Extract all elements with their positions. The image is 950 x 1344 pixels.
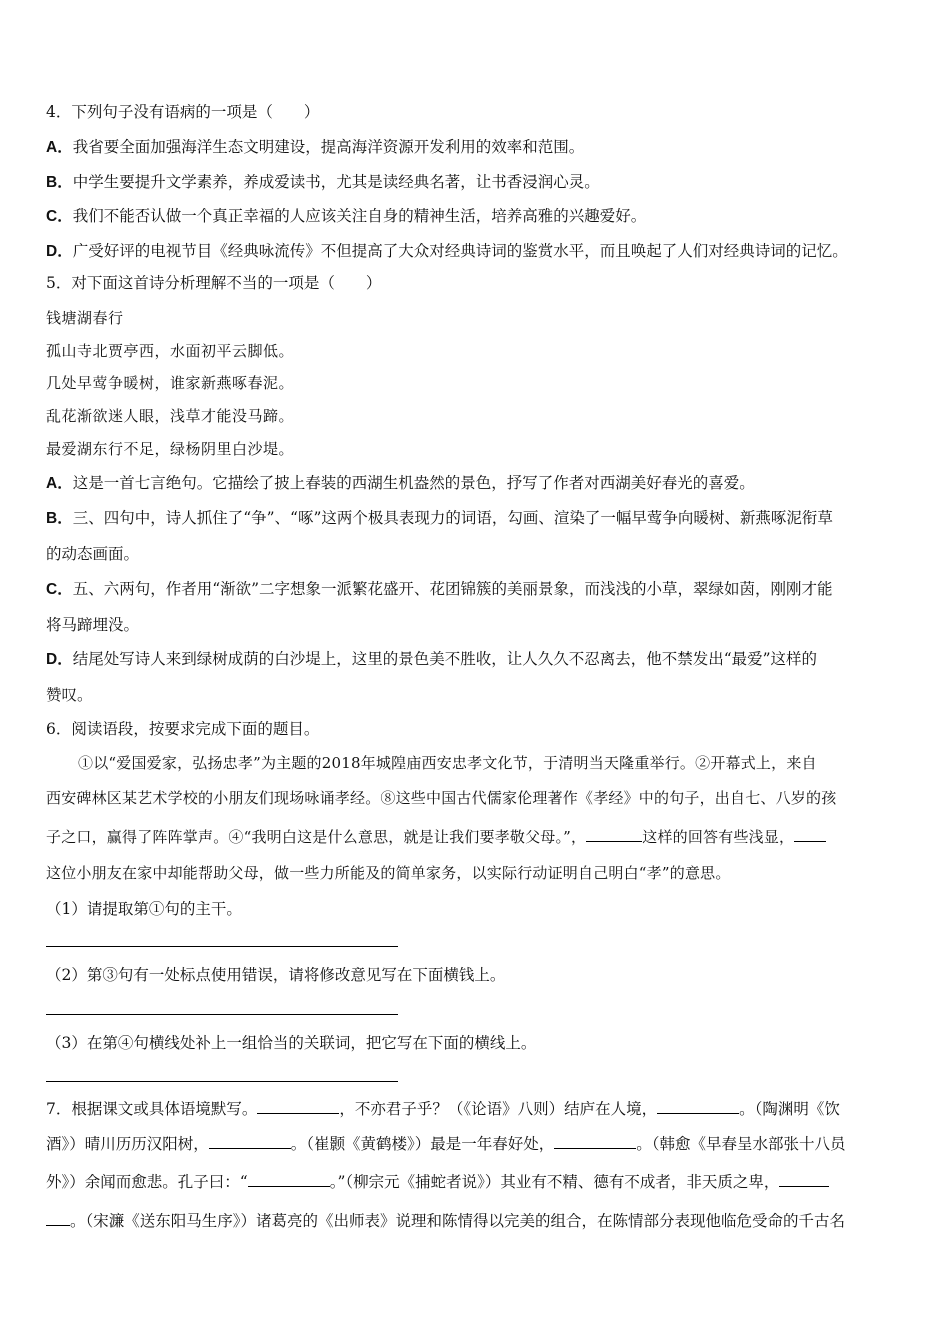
q5-option-d [46,648,817,671]
q4-stem: 4．下列句子没有语病的一项是（ ） [46,103,320,121]
option-text: 这是一首七言绝句。它描绘了披上春装的西湖生机盎然的景色，抒写了作者对西湖美好春光的喜爱。 [72,474,755,492]
answer-line[interactable] [46,1081,398,1082]
q7-text: 。（韩愈《早春呈水部张十八员 [636,1135,846,1153]
option-text: 广受好评的电视节目《经典咏流传》不但提高了大众对经典诗词的鉴赏水平，而且唤起了人们对经典诗词的记忆。 [72,242,848,260]
option-text: 结尾处写诗人来到绿树成荫的白沙堤上，这里的景色美不胜收，让人久久不忍离去，他不禁发出“最爱”这样的 [72,650,818,668]
option-label: D． [46,651,73,668]
q5-option-c-cont: 将马蹄埋没。 [46,616,140,634]
q6-sub1: （1）请提取第①句的主干。 [46,900,242,918]
q7-line [46,1133,846,1155]
q5-option-d-cont: 赞叹。 [46,686,93,704]
option-text: 三、四句中，诗人抓住了“争”、“啄”这两个极具表现力的词语，勾画、渲染了一幅早莺争向暖树、新燕啄泥衔草 [72,509,833,527]
q7-text: ，不亦君子乎？（《论语》八则）结庐在人境， [339,1100,658,1118]
answer-blank[interactable] [554,1134,636,1149]
poem-title: 钱塘湖春行 [46,309,124,327]
option-text: 中学生要提升文学素养，养成爱读书，尤其是读经典名著，让书香浸润心灵。 [72,173,600,191]
q7-text: 。（陶渊明《饮 [739,1100,840,1118]
option-label: C． [46,208,73,225]
option-label: B． [46,510,73,527]
answer-blank[interactable] [248,1172,330,1187]
option-label: C． [46,581,73,598]
q4-option-b [46,171,600,194]
q6-paragraph-line: 西安碑林区某艺术学校的小朋友们现场咏诵孝经。⑧这些中国古代儒家伦理著作《孝经》中的句子，出自七、八岁的孩 [46,789,837,807]
answer-blank[interactable] [257,1099,339,1114]
q5-option-b [46,507,833,530]
q7-text: 。（崔颢《黄鹤楼》）最是一年春好处， [290,1135,555,1153]
q4-option-d [46,240,848,263]
paragraph-text: 子之口，赢得了阵阵掌声。④“我明白这是什么意思，就是让我们要孝敬父母。”， [46,828,587,846]
q5-option-c [46,578,833,601]
answer-blank[interactable] [794,827,826,842]
answer-line[interactable] [46,946,398,947]
answer-blank[interactable] [586,827,642,842]
option-label: A． [46,139,73,156]
poem-line: 几处早莺争暖树，谁家新燕啄春泥。 [46,374,295,392]
q7-line [46,1210,845,1232]
answer-blank[interactable] [657,1099,739,1114]
q7-text: 外》）余闻而愈悲。孔子曰：“ [46,1173,248,1191]
poem-line: 孤山寺北贾亭西，水面初平云脚低。 [46,342,295,360]
answer-blank[interactable] [46,1211,70,1226]
q5-option-b-cont: 的动态画面。 [46,545,140,563]
paragraph-text: 这样的回答有些浅显， [642,828,795,846]
q7-text: 。”（柳宗元《捕蛇者说》）其业有不精、德有不成者，非天质之卑， [329,1173,780,1191]
q6-paragraph-line: ①以“爱国爱家，弘扬忠孝”为主题的2018年城隍庙西安忠孝文化节，于清明当天隆重举行。②开幕式上，来自 [78,754,817,772]
option-label: B． [46,174,73,191]
q6-paragraph-line: 这位小朋友在家中却能帮助父母，做一些力所能及的简单家务，以实际行动证明自己明白“孝”的意思。 [46,864,731,882]
option-label: A． [46,475,73,492]
poem-line: 乱花渐欲迷人眼，浅草才能没马蹄。 [46,407,295,425]
option-text: 我们不能否认做一个真正幸福的人应该关注自身的精神生活，培养高雅的兴趣爱好。 [72,207,647,225]
answer-blank[interactable] [209,1134,291,1149]
answer-line[interactable] [46,1014,398,1015]
q5-stem: 5．对下面这首诗分析理解不当的一项是（ ） [46,274,382,292]
q4-option-c [46,205,646,228]
q6-stem: 6．阅读语段，按要求完成下面的题目。 [46,720,320,738]
q5-option-a [46,472,755,495]
option-text: 我省要全面加强海洋生态文明建设，提高海洋资源开发利用的效率和范围。 [72,138,585,156]
q7-text: 。（宋濂《送东阳马生序》）诸葛亮的《出师表》说理和陈情得以完美的组合，在陈情部分表现他临危受命的千古名 [70,1212,846,1230]
q6-sub2: （2）第③句有一处标点使用错误，请将修改意见写在下面横钱上。 [46,966,506,984]
option-text: 五、六两句，作者用“渐欲”二字想象一派繁花盛开、花团锦簇的美丽景象，而浅浅的小草，翠绿如茵，刚刚才能 [72,580,833,598]
q7-line [46,1171,829,1193]
q6-paragraph-line [46,826,826,848]
poem-line: 最爱湖东行不足，绿杨阴里白沙堤。 [46,440,295,458]
q6-sub3: （3）在第④句横线处补上一组恰当的关联词，把它写在下面的横线上。 [46,1034,537,1052]
answer-blank[interactable] [779,1172,829,1187]
q7-text: 7．根据课文或具体语境默写。 [46,1100,258,1118]
q4-option-a [46,136,584,159]
q7-text: 酒》）晴川历历汉阳树， [46,1135,209,1153]
q7-line [46,1098,840,1120]
option-label: D． [46,243,73,260]
